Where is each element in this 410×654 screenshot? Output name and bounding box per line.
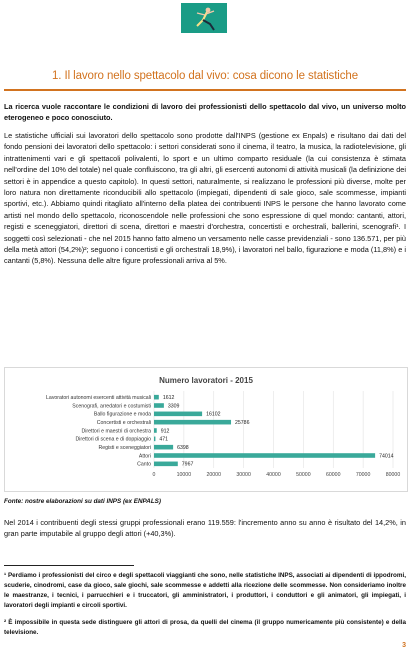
x-tick-label: 80000: [385, 472, 401, 478]
chart-title: Numero lavoratori - 2015: [159, 376, 253, 385]
value-label: 74014: [379, 453, 394, 460]
value-label: 471: [159, 436, 169, 443]
bar: [154, 453, 375, 458]
heading-divider: [4, 89, 406, 91]
bar: [154, 412, 202, 417]
category-label: Direttori di scena e di doppiaggio: [75, 436, 151, 443]
x-tick-label: 70000: [355, 472, 371, 478]
dancer-logo-icon: [181, 3, 227, 33]
bar: [154, 445, 173, 450]
x-tick-label: 20000: [206, 472, 221, 478]
x-tick-label: 40000: [266, 472, 281, 478]
value-label: 7967: [181, 461, 194, 468]
category-label: Direttori e maestri di orchestra: [81, 428, 151, 435]
intro-paragraph-text: La ricerca vuole raccontare le condizioni di lavoro dei professionisti dello spettacolo dal vivo, un universo molto eterogeneo e poco conosciuto.: [4, 102, 406, 123]
section-heading: 1. Il lavoro nello spettacolo dal vivo: cosa dicono le statistiche: [52, 70, 358, 82]
value-label: 3309: [167, 403, 180, 410]
x-tick-label: 0: [152, 472, 156, 478]
footnote-1: ¹ Perdiamo i professionisti del circo e degli spettacoli viaggianti che sono, nelle statistiche INPS, associati ai dipendenti di ippodromi, scuderie, cinodromi, case da gioco, sale giochi, sale scommesse e addetti alla ricezione delle scommesse. Non consideriamo inoltre le maestranze, i tecnici, i parrucchieri e i truccatori, gli amministratori, i produttori, i conduttori e gli animatori, gli impiegati, i lavoratori degli impianti e circoli sportivi.: [4, 572, 406, 609]
x-tick-label: 10000: [176, 472, 192, 478]
workers-chart: [4, 367, 408, 492]
statistics-paragraph: Le statistiche ufficiali sui lavoratori dello spettacolo sono prodotte dall'INPS (gestione ex Enpals) e risultano dai dati del fondo pensioni dei lavoratori dello spettacolo: i settori considerati sono il cinema, il teatro, la musica, la radiotelevisione, gli intrattenimenti vari e gli spettacoli polivalenti, lo sport e un ultimo comparto residuale (la cui consistenza è stimata nell'ordine del 10% del totale) nel quale confluiscono, tra gli altri, gli esercenti autonomi di attività musicali (la definizione dei settori è in appendice a questo capitolo). In questi settori, naturalmente, si realizzano le professioni più diverse, molte per loro natura non direttamente riconducibili allo spettacolo (impiegati, dipendenti di sale gioco, sale scommesse, impianti sportivi, etc.). Abbiamo quindi ritagliato all'interno della platea dei contribuenti INPS le persone che hanno lavorato come artisti nel mondo dello spettacolo, riconoscendole nelle professioni che sono espressione di quel mondo: cantanti, attori, registi e sceneggiatori, direttori di scena, direttori e maestri d'orchestra, concertisti e orchestrali, ballerini, scenografi¹. I soggetti così selezionati - che nel 2015 hanno fatto almeno un versamento nelle casse previdenziali - sono 136.571, per più della metà attori (54,2%)²; seguono i concertisti e gli orchestrali 18,9%), i lavoratori nel ballo, figurazione e moda (11,8%) e i cantanti (5,8%). Nessuna delle altre figure professionali arriva al 5%.: [4, 131, 406, 266]
value-label: 6398: [177, 444, 189, 451]
figure-caption: Fonte: nostre elaborazioni su dati INPS (ex ENPALS): [4, 498, 161, 505]
bar: [154, 462, 178, 467]
value-label: 16102: [206, 411, 221, 418]
x-tick-label: 60000: [326, 472, 341, 478]
footnote-2: ² È impossibile in questa sede distinguere gli attori di prosa, da quelli del cinema (il gruppo numericamente più consistente) e della televisione.: [4, 619, 406, 636]
intro-paragraph: [4, 101, 406, 124]
value-label: 25786: [235, 419, 250, 426]
category-label: Lavoratori autonomi esercenti attività musicali: [46, 394, 151, 401]
category-label: Scenografi, arredatori e costumisti: [72, 403, 151, 410]
category-label: Registi e sceneggiatori: [98, 444, 151, 451]
value-label: 912: [160, 428, 170, 435]
bar: [154, 428, 157, 433]
x-tick-label: 30000: [236, 472, 251, 478]
bar: [154, 403, 164, 408]
bar: [154, 420, 231, 425]
category-label: Canto: [137, 461, 151, 468]
footnote-divider: [4, 565, 134, 566]
category-label: Attori: [138, 453, 151, 460]
value-label: 1612: [162, 394, 175, 401]
x-tick-label: 50000: [296, 472, 311, 478]
category-label: Concertisti e orchestrali: [96, 419, 151, 426]
page-number: 3: [402, 642, 406, 649]
bar: [154, 437, 155, 442]
bar-chart-svg: [5, 368, 407, 491]
bar: [154, 395, 159, 400]
comparison-paragraph: Nel 2014 i contribuenti degli stessi gruppi professionali erano 119.559: l'incremento anno su anno è risultato del 14,2%, in gran parte imputabile al gruppo degli attori (+40,3%).: [4, 518, 406, 539]
category-label: Ballo figurazione e moda: [93, 411, 151, 418]
